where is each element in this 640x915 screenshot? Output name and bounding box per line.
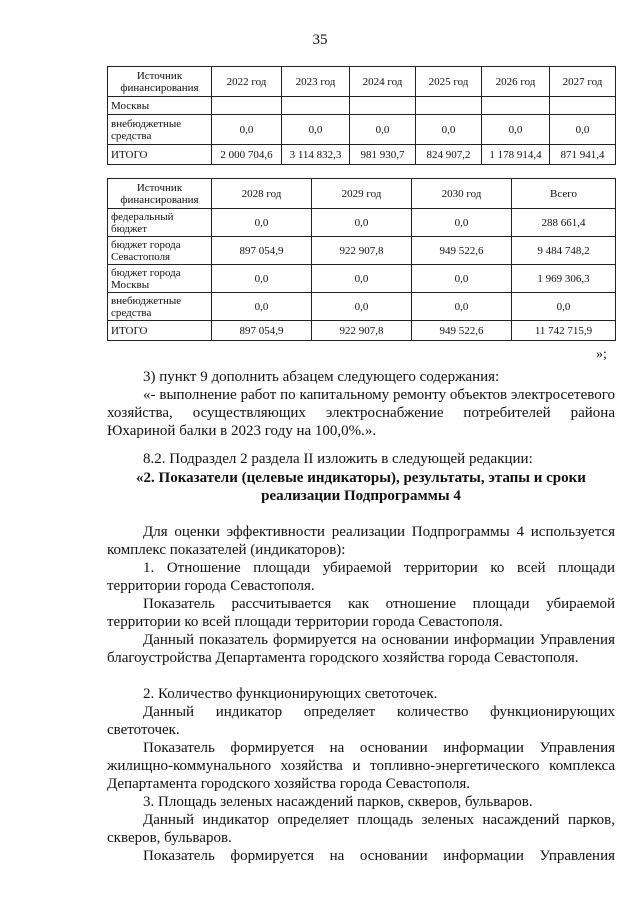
column-header: 2023 год [282,67,350,97]
table-cell: 0,0 [312,265,412,293]
column-header: 2028 год [212,179,312,209]
table-cell: 9 484 748,2 [512,237,616,265]
table-row [108,237,616,265]
table-row [108,209,616,237]
row-label: федеральный бюджет [108,209,212,237]
column-header: 2025 год [416,67,482,97]
table-row [108,265,616,293]
table-cell: 0,0 [412,293,512,321]
table-cell: 0,0 [212,293,312,321]
column-header: 2030 год [412,179,512,209]
table-cell [550,97,616,115]
table-cell: 0,0 [282,115,350,145]
column-header: 2026 год [482,67,550,97]
table-cell: 0,0 [412,209,512,237]
financing-table-2028-total [107,178,616,341]
table-cell: 0,0 [512,293,616,321]
table-cell: 0,0 [550,115,616,145]
table-header-row [108,67,616,97]
table-cell: 288 661,4 [512,209,616,237]
page-number: 35 [312,32,328,48]
row-label: бюджет города Севастополя [108,237,212,265]
table-cell: 949 522,6 [412,237,512,265]
table-cell [416,97,482,115]
paragraph-indicator-2: 2. Количество функционирующих светоточек. [143,686,438,702]
column-header: 2027 год [550,67,616,97]
paragraph-indicator-2-source: Показатель формируется на основании информации Управления жилищно-коммунального хозяйства и топливно-энергетического комплекса Департамента городского хозяйства города Севастополя. [107,740,615,792]
table-header-row [108,179,616,209]
table-cell: 922 907,8 [312,237,412,265]
column-header: Источник финансирования [108,179,212,209]
table-row [108,293,616,321]
table-row [108,115,616,145]
row-label: бюджет города Москвы [108,265,212,293]
table-cell: 0,0 [350,115,416,145]
column-header: Всего [512,179,616,209]
row-label: ИТОГО [108,321,212,341]
table-cell: 949 522,6 [412,321,512,341]
table-cell: 897 054,9 [212,237,312,265]
paragraph-indicator-3: 3. Площадь зеленых насаждений парков, скверов, бульваров. [143,794,533,810]
row-label: внебюджетные средства [108,115,212,145]
table-cell [282,97,350,115]
table-cell [482,97,550,115]
table-cell: 0,0 [416,115,482,145]
paragraph-section-8-2: 8.2. Подраздел 2 раздела II изложить в следующей редакции: [143,451,533,467]
paragraph-indicator-3-desc: Данный индикатор определяет площадь зеленых насаждений парков, скверов, бульваров. [107,812,615,846]
table-cell: 871 941,4 [550,145,616,165]
paragraph-indicator-2-desc: Данный индикатор определяет количество функционирующих светоточек. [107,704,615,738]
table-row [108,97,616,115]
table-cell: 981 930,7 [350,145,416,165]
closing-quote: »; [596,347,607,362]
table-row-total [108,321,616,341]
table-cell: 3 114 832,3 [282,145,350,165]
table-cell: 824 907,2 [416,145,482,165]
table-cell: 11 742 715,9 [512,321,616,341]
table-cell: 922 907,8 [312,321,412,341]
paragraph-intro: Для оценки эффективности реализации Подпрограммы 4 используется комплекс показателей (индикаторов): [107,524,615,558]
column-header: 2029 год [312,179,412,209]
table-row-total [108,145,616,165]
row-label: Москвы [108,97,212,115]
table-cell: 2 000 704,6 [212,145,282,165]
paragraph-item-3: 3) пункт 9 дополнить абзацем следующего содержания: [143,369,500,385]
paragraph-indicator-1: 1. Отношение площади убираемой территории ко всей площади территории города Севастополя. [107,560,615,594]
column-header: Источник финансирования [108,67,212,97]
table-cell: 0,0 [312,293,412,321]
table-cell: 0,0 [312,209,412,237]
table-cell [212,97,282,115]
table-cell [350,97,416,115]
column-header: 2024 год [350,67,416,97]
row-label: внебюджетные средства [108,293,212,321]
table-cell: 0,0 [212,209,312,237]
table-cell: 0,0 [412,265,512,293]
column-header: 2022 год [212,67,282,97]
paragraph-indicator-1-calc: Показатель рассчитывается как отношение площади убираемой территории ко всей площади территории города Севастополя. [107,596,615,630]
table-cell: 1 178 914,4 [482,145,550,165]
section-heading: «2. Показатели (целевые индикаторы), результаты, этапы и сроки реализации Подпрограммы 4 [136,470,586,504]
table-cell: 1 969 306,3 [512,265,616,293]
table-cell: 0,0 [482,115,550,145]
table-cell: 0,0 [212,115,282,145]
row-label: ИТОГО [108,145,212,165]
paragraph-indicator-1-source: Данный показатель формируется на основании информации Управления благоустройства Департамента городского хозяйства города Севастополя. [107,632,615,666]
paragraph-quote-addition: «- выполнение работ по капитальному ремонту объектов электросетевого хозяйства, осуществляющих электроснабжение потребителей района Юхариной балки в 2023 году на 100,0%.». [107,387,615,439]
table-cell: 897 054,9 [212,321,312,341]
paragraph-indicator-3-source: Показатель формируется на основании информации Управления [143,848,615,864]
financing-table-2022-2027 [107,66,616,165]
table-cell: 0,0 [212,265,312,293]
